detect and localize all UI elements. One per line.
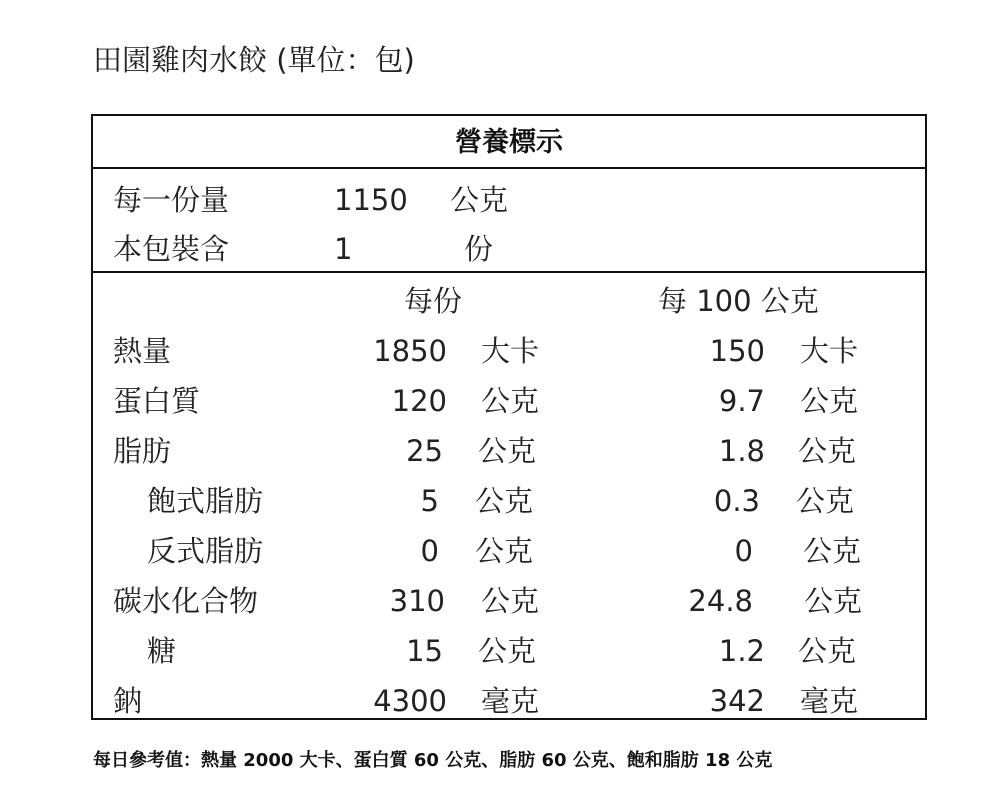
serving-unit: 毫克: [481, 684, 540, 718]
serving-size-label: 每一份量: [113, 183, 230, 217]
serving-value: 4300: [373, 684, 447, 718]
col-per-100g: 每 100 公克: [658, 284, 819, 318]
per100-unit: 公克: [796, 484, 855, 518]
serving-unit: 公克: [475, 534, 534, 568]
per100-value: 1.2: [718, 634, 765, 668]
per100-value: 24.8: [688, 584, 753, 618]
serving-value: 120: [391, 384, 447, 418]
nutrient-name: 反式脂肪: [147, 534, 264, 568]
nutrient-name: 飽式脂肪: [147, 484, 264, 518]
nutrient-name: 蛋白質: [113, 384, 201, 418]
serving-value: 25: [406, 434, 443, 468]
product-title: 田園雞肉水餃 (單位：包): [93, 43, 415, 77]
serving-unit: 公克: [481, 584, 540, 618]
serving-unit: 公克: [478, 634, 537, 668]
per100-unit: 公克: [800, 384, 859, 418]
per100-value: 0: [734, 534, 753, 568]
per100-unit: 公克: [798, 434, 857, 468]
per100-value: 1.8: [718, 434, 765, 468]
servings-per-pack-value: 1: [334, 232, 353, 266]
serving-value: 1850: [373, 334, 447, 368]
per100-unit: 毫克: [800, 684, 859, 718]
serving-unit: 公克: [475, 484, 534, 518]
nutrient-name: 鈉: [113, 684, 143, 718]
per100-unit: 大卡: [800, 334, 859, 368]
section-divider: [93, 271, 925, 273]
nutrient-name: 碳水化合物: [113, 584, 259, 618]
serving-unit: 大卡: [481, 334, 540, 368]
per100-unit: 公克: [803, 534, 862, 568]
per100-value: 342: [709, 684, 765, 718]
nutrient-name: 脂肪: [113, 434, 172, 468]
per100-unit: 公克: [804, 584, 863, 618]
serving-value: 310: [389, 584, 445, 618]
nutrition-panel: [91, 114, 927, 720]
per100-value: 9.7: [718, 384, 765, 418]
col-per-serving: 每份: [404, 284, 463, 318]
nutrient-name: 糖: [147, 634, 177, 668]
serving-value: 0: [420, 534, 439, 568]
serving-size-unit: 公克: [450, 183, 509, 217]
servings-per-pack-unit: 份: [464, 232, 494, 266]
serving-unit: 公克: [478, 434, 537, 468]
nutrient-name: 熱量: [113, 334, 172, 368]
servings-per-pack-label: 本包裝含: [113, 232, 230, 266]
serving-value: 15: [406, 634, 443, 668]
serving-unit: 公克: [481, 384, 540, 418]
daily-reference-footnote: 每日參考值：熱量 2000 大卡、蛋白質 60 公克、脂肪 60 公克、飽和脂肪 18 公克: [93, 750, 773, 771]
per100-unit: 公克: [798, 634, 857, 668]
serving-size-value: 1150: [334, 183, 408, 217]
serving-value: 5: [420, 484, 439, 518]
per100-value: 0.3: [713, 484, 760, 518]
per100-value: 150: [709, 334, 765, 368]
panel-header: 營養標示: [93, 116, 925, 169]
